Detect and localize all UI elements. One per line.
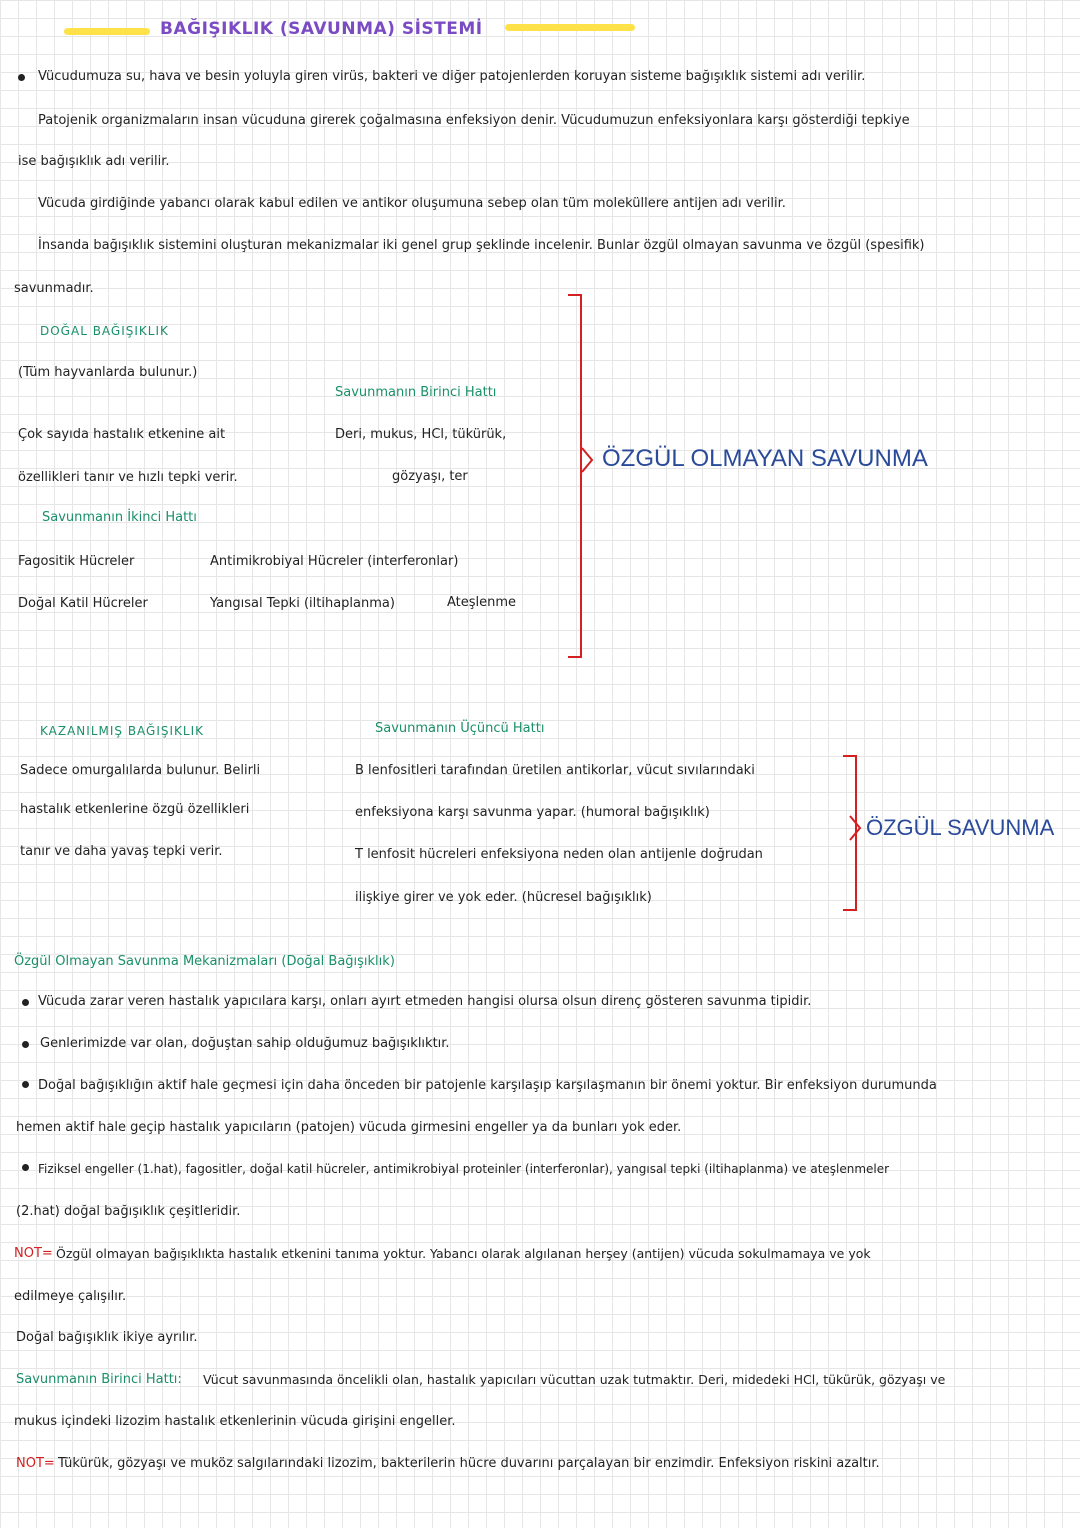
phagocytic-cells: Fagositik Hücreler xyxy=(18,554,135,569)
second-line-title: Savunmanın İkinci Hattı xyxy=(42,510,197,525)
first-line-items2: gözyaşı, ter xyxy=(392,469,468,484)
note1a: Özgül olmayan bağışıklıkta hastalık etkenini tanıma yoktur. Yabancı olarak algılanan herşey (antijen) vücuda sokulmamaya ve yok xyxy=(56,1246,871,1261)
split-text: Doğal bağışıklık ikiye ayrılır. xyxy=(16,1330,198,1345)
specific-bracket xyxy=(843,755,857,911)
note2-text: Tükürük, gözyaşı ve muköz salgılarındaki lizozim, bakterilerin hücre duvarını parçalayan bir enzimdir. Enfeksiyon riskini azaltır. xyxy=(58,1456,880,1471)
antimicrobial-cells: Antimikrobiyal Hücreler (interferonlar) xyxy=(210,554,459,569)
mech-bullet3a: Doğal bağışıklığın aktif hale geçmesi için daha önceden bir patojenle karşılaşıp karşılaşmanın bir önemi yoktur. Bir enfeksiyon durumunda xyxy=(38,1078,937,1093)
intro-p4b: savunmadır. xyxy=(14,281,94,296)
intro-p1: Vücudumuza su, hava ve besin yoluyla giren virüs, bakteri ve diğer patojenlerden koruyan sisteme bağışıklık sistemi adı verilir. xyxy=(38,69,866,84)
mech-bullet4a: Fiziksel engeller (1.hat), fagositler, doğal katil hücreler, antimikrobiyal proteinler (interferonlar), yangısal tepki (iltihaplanma) ve ateşlenmeler xyxy=(38,1162,890,1176)
first-line-text-b: mukus içindeki lizozim hastalık etkenlerinin vücuda girişini engeller. xyxy=(14,1414,456,1429)
acquired-desc2: hastalık etkenlerine özgü özellikleri xyxy=(20,802,250,817)
inflammation: Yangısal Tepki (iltihaplanma) xyxy=(210,596,395,611)
natural-killer-cells: Doğal Katil Hücreler xyxy=(18,596,148,611)
intro-p3: Vücuda girdiğinde yabancı olarak kabul edilen ve antikor oluşumuna sebep olan tüm moleküllere antijen adı verilir. xyxy=(38,196,786,211)
fever: Ateşlenme xyxy=(447,595,517,610)
bullet-dot xyxy=(22,1041,29,1048)
first-line-label: Savunmanın Birinci Hattı: xyxy=(16,1372,182,1387)
bullet-dot xyxy=(22,1164,29,1171)
nonspecific-defense-label: ÖZGÜL OLMAYAN SAVUNMA xyxy=(602,445,928,472)
acquired-desc3: tanır ve daha yavaş tepki verir. xyxy=(20,844,223,859)
specific-defense-label: ÖZGÜL SAVUNMA xyxy=(866,815,1055,840)
first-line-title: Savunmanın Birinci Hattı xyxy=(335,385,497,400)
intro-p2b: ise bağışıklık adı verilir. xyxy=(18,154,170,169)
t-lymph-1: T lenfosit hücreleri enfeksiyona neden olan antijenle doğrudan xyxy=(355,847,763,862)
mech-bullet3b: hemen aktif hale geçip hastalık yapıcıların (patojen) vücuda girmesini engeller ya da bunları yok eder. xyxy=(16,1120,682,1135)
first-line-text-a: Vücut savunmasında öncelikli olan, hastalık yapıcıları vücuttan uzak tutmaktır. Deri, midedeki HCl, tükürük, gözyaşı ve xyxy=(203,1372,946,1387)
b-lymph-2: enfeksiyona karşı savunma yapar. (humoral bağışıklık) xyxy=(355,805,710,820)
intro-p4a: İnsanda bağışıklık sistemini oluşturan mekanizmalar iki genel grup şeklinde incelenir. Bunlar özgül olmayan savunma ve özgül (spesifik) xyxy=(38,238,925,253)
note2-label: NOT= xyxy=(16,1456,55,1471)
natural-desc2: özellikleri tanır ve hızlı tepki verir. xyxy=(18,470,238,485)
page-title: BAĞIŞIKLIK (SAVUNMA) SİSTEMİ xyxy=(160,19,483,39)
natural-note: (Tüm hayvanlarda bulunur.) xyxy=(18,365,198,380)
b-lymph-1: B lenfositleri tarafından üretilen antikorlar, vücut sıvılarındaki xyxy=(355,763,755,778)
acquired-desc1: Sadece omurgalılarda bulunur. Belirli xyxy=(20,763,261,778)
mech-bullet2: Genlerimizde var olan, doğuştan sahip olduğumuz bağışıklıktır. xyxy=(40,1036,450,1051)
mech-bullet4b: (2.hat) doğal bağışıklık çeşitleridir. xyxy=(16,1204,241,1219)
bullet-dot xyxy=(22,999,29,1006)
intro-p2a: Patojenik organizmaların insan vücuduna girerek çoğalmasına enfeksiyon denir. Vücudumuzun enfeksiyonlara karşı gösterdiği tepkiye xyxy=(38,113,910,128)
note1-label: NOT= xyxy=(14,1246,53,1261)
bullet-dot xyxy=(22,1081,29,1088)
acquired-heading: KAZANILMIŞ BAĞIŞIKLIK xyxy=(40,724,205,738)
t-lymph-2: ilişkiye girer ve yok eder. (hücresel bağışıklık) xyxy=(355,890,652,905)
natural-desc1: Çok sayıda hastalık etkenine ait xyxy=(18,427,226,442)
note1b: edilmeye çalışılır. xyxy=(14,1289,127,1304)
natural-heading: DOĞAL BAĞIŞIKLIK xyxy=(40,324,169,338)
first-line-items1: Deri, mukus, HCl, tükürük, xyxy=(335,427,507,442)
third-line-title: Savunmanın Üçüncü Hattı xyxy=(375,721,545,736)
mech-bullet1: Vücuda zarar veren hastalık yapıcılara karşı, onları ayırt etmeden hangisi olursa olsun direnç gösteren savunma tipidir. xyxy=(38,994,812,1009)
mechanisms-heading: Özgül Olmayan Savunma Mekanizmaları (Doğal Bağışıklık) xyxy=(14,954,395,969)
